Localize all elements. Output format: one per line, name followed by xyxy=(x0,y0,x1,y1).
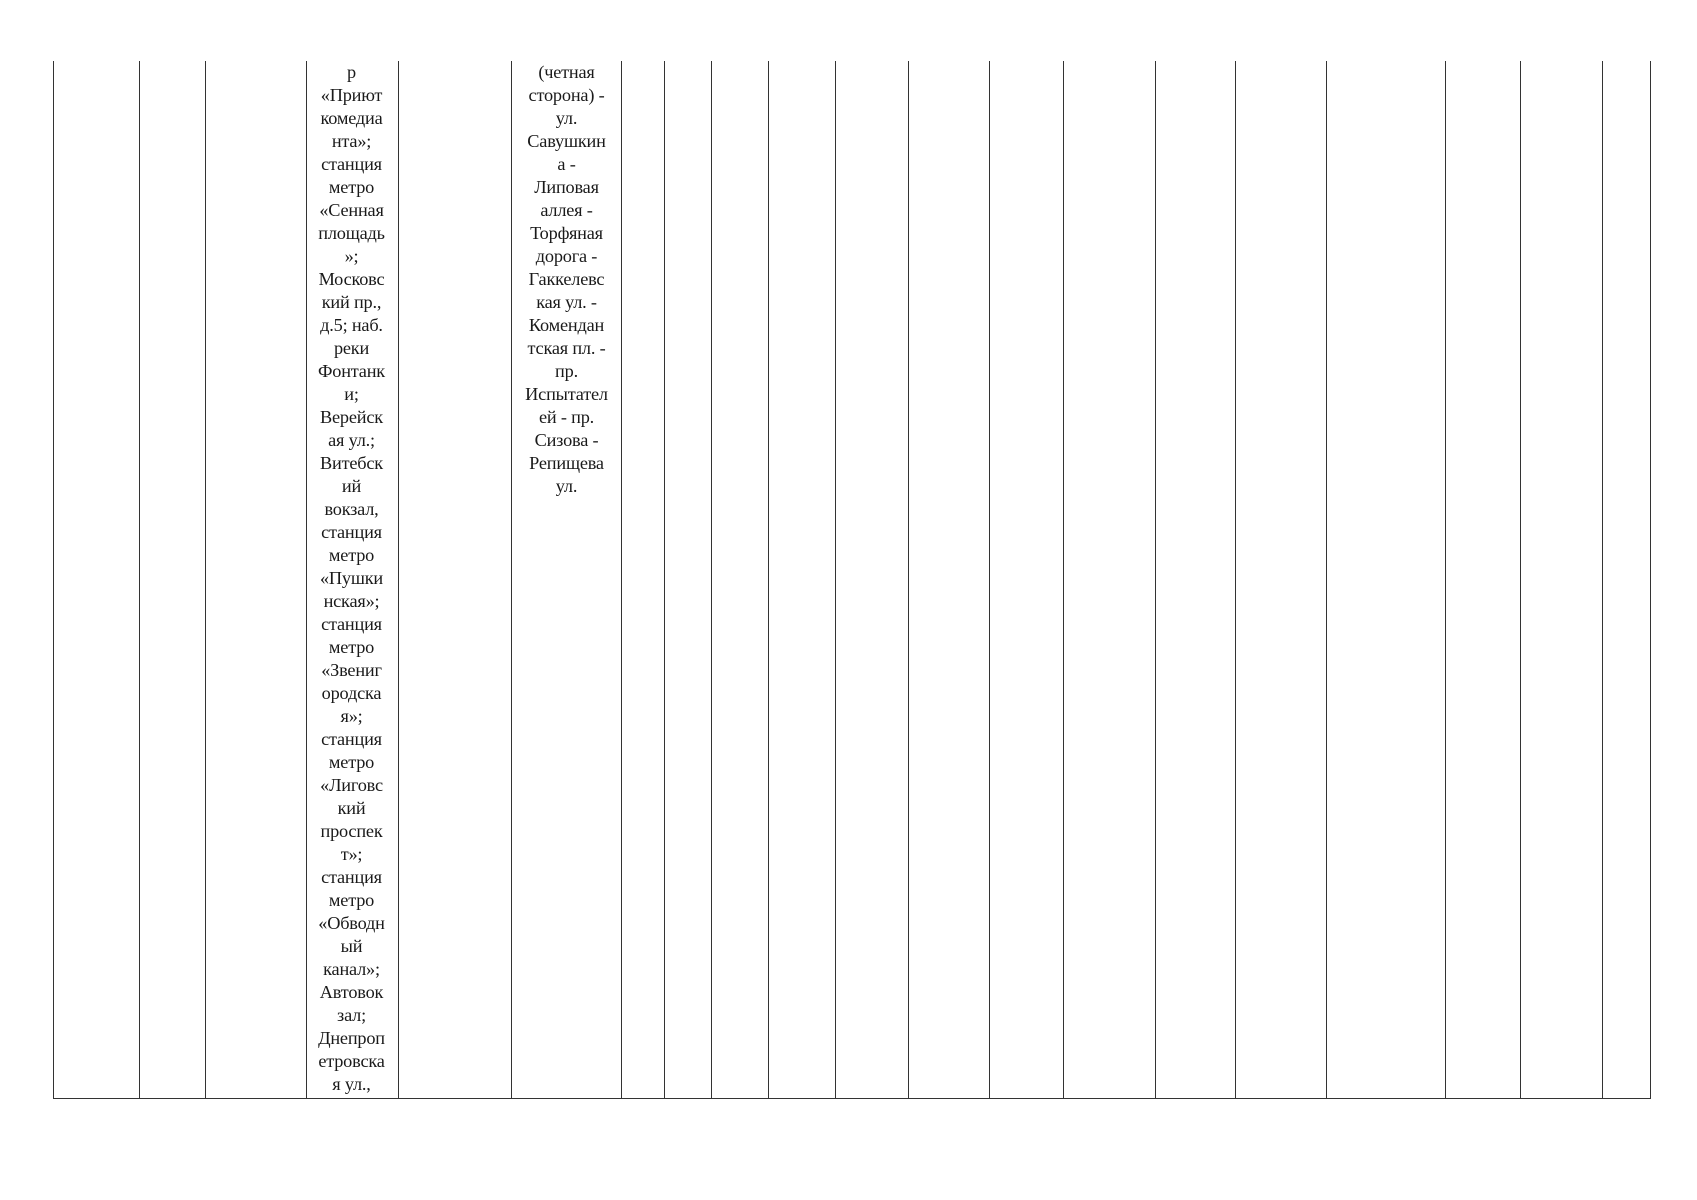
cell-line: ул. xyxy=(555,108,578,128)
cell-line: ая ул.; xyxy=(328,430,375,450)
cell-line: вокзал, xyxy=(324,499,379,519)
route-streets-cell-text xyxy=(512,61,621,498)
cell-line: Гаккелевс xyxy=(528,269,605,289)
cell-line: ей - пр. xyxy=(538,407,595,427)
cell-line: я ул., xyxy=(332,1074,371,1094)
column-divider xyxy=(1445,61,1446,1098)
cell-line: «Обводн xyxy=(318,913,385,933)
cell-line: я»; xyxy=(340,706,363,726)
cell-line: Сизова - xyxy=(534,430,599,450)
cell-line: Липовая xyxy=(534,177,599,197)
cell-line: тская пл. - xyxy=(527,338,606,358)
cell-line: нта»; xyxy=(331,131,372,151)
cell-line: канал»; xyxy=(323,959,380,979)
cell-line: метро xyxy=(328,637,375,657)
route-table-fragment xyxy=(53,61,1651,1099)
cell-line: Фонтанк xyxy=(318,361,385,381)
cell-line: станция xyxy=(321,867,382,887)
cell-line: ородска xyxy=(321,683,382,703)
cell-line: «Звениг xyxy=(321,660,382,680)
cell-line: ый xyxy=(340,936,363,956)
cell-line: кий пр., xyxy=(321,292,382,312)
column-divider xyxy=(139,61,140,1098)
cell-line: Московс xyxy=(318,269,385,289)
column-divider xyxy=(621,61,622,1098)
column-divider xyxy=(664,61,665,1098)
cell-line: »; xyxy=(344,246,359,266)
cell-line: «Пушки xyxy=(319,568,384,588)
column-divider xyxy=(1326,61,1327,1098)
cell-line: комедиа xyxy=(320,108,383,128)
cell-line: метро xyxy=(328,177,375,197)
cell-line: пр. xyxy=(555,361,578,381)
cell-line: етровска xyxy=(318,1051,385,1071)
cell-line: нская»; xyxy=(323,591,380,611)
cell-line: реки xyxy=(333,338,370,358)
cell-line: кий xyxy=(337,798,366,818)
cell-line: ул. xyxy=(555,476,578,496)
column-divider xyxy=(1602,61,1603,1098)
cell-line: станция xyxy=(321,614,382,634)
cell-line: и; xyxy=(344,384,359,404)
cell-line: сторона) - xyxy=(528,85,605,105)
cell-line: «Сенная xyxy=(319,200,384,220)
column-divider xyxy=(908,61,909,1098)
cell-line: площадь xyxy=(318,223,385,243)
cell-line: кая ул. - xyxy=(536,292,597,312)
column-divider xyxy=(1520,61,1521,1098)
cell-line: проспек xyxy=(320,821,383,841)
cell-line: Верейск xyxy=(320,407,383,427)
column-divider xyxy=(1155,61,1156,1098)
stops-cell-text xyxy=(306,61,397,1096)
cell-line: метро xyxy=(328,545,375,565)
cell-line: Днепроп xyxy=(318,1028,385,1048)
cell-line: Комендан xyxy=(528,315,605,335)
cell-line: «Лиговс xyxy=(320,775,383,795)
cell-line: (четная xyxy=(538,62,595,82)
column-divider xyxy=(1063,61,1064,1098)
cell-line: Испытател xyxy=(525,384,608,404)
column-divider xyxy=(205,61,206,1098)
cell-line: Репищева xyxy=(529,453,604,473)
cell-line: Автовок xyxy=(319,982,384,1002)
column-divider xyxy=(398,61,399,1098)
cell-line: метро xyxy=(328,890,375,910)
cell-line: Торфяная xyxy=(530,223,603,243)
cell-line: д.5; наб. xyxy=(320,315,383,335)
cell-line: станция xyxy=(321,729,382,749)
column-divider xyxy=(1235,61,1236,1098)
cell-line: т»; xyxy=(340,844,363,864)
cell-line: аллея - xyxy=(540,200,593,220)
column-divider xyxy=(768,61,769,1098)
cell-line: «Приют xyxy=(320,85,383,105)
cell-line: Савушкин xyxy=(527,131,606,151)
cell-line: станция xyxy=(321,522,382,542)
column-divider xyxy=(711,61,712,1098)
cell-line: станция xyxy=(321,154,382,174)
cell-line: зал; xyxy=(337,1005,366,1025)
cell-line: р xyxy=(347,62,356,82)
cell-line: Витебск xyxy=(320,453,383,473)
cell-line: ий xyxy=(341,476,362,496)
column-divider xyxy=(835,61,836,1098)
column-divider xyxy=(989,61,990,1098)
cell-line: а - xyxy=(557,154,576,174)
cell-line: дорога - xyxy=(535,246,598,266)
column-divider xyxy=(1650,61,1651,1098)
cell-line: метро xyxy=(328,752,375,772)
